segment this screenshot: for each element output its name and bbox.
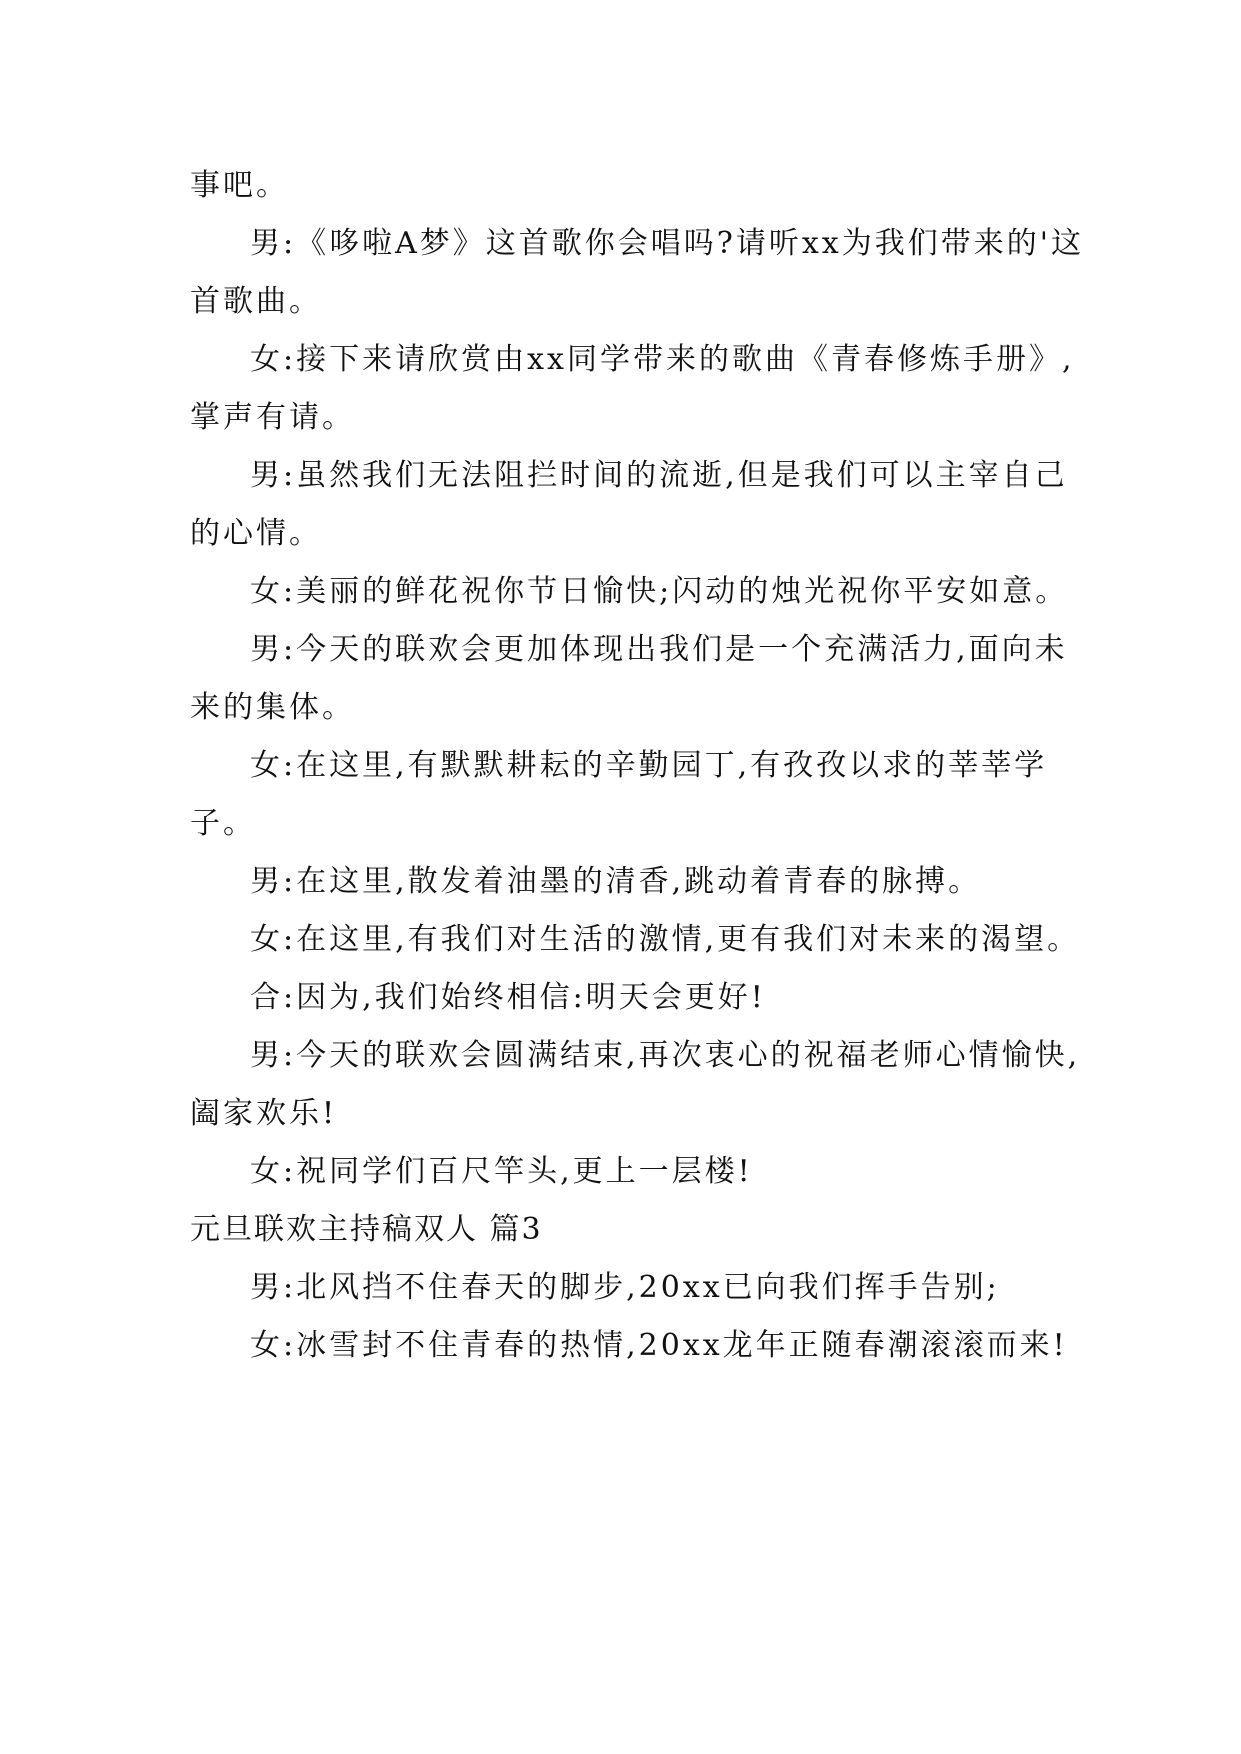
paragraph-continuation: 事吧。 (190, 168, 289, 203)
section-heading: 元旦联欢主持稿双人 篇3 (190, 1212, 543, 1247)
paragraph: 女:在这里,有我们对生活的激情,更有我们对未来的渴望。 (250, 922, 1081, 957)
paragraph: 男:在这里,散发着油墨的清香,跳动着青春的脉搏。 (250, 864, 982, 899)
paragraph: 女:在这里,有默默耕耘的辛勤园丁,有孜孜以求的莘莘学子。 (190, 748, 1048, 841)
paragraph: 男:北风挡不住春天的脚步,20xx已向我们挥手告别; (250, 1270, 1000, 1305)
paragraph: 女:接下来请欣赏由xx同学带来的歌曲《青春修炼手册》,掌声有请。 (190, 342, 1075, 435)
paragraph: 男:今天的联欢会更加体现出我们是一个充满活力,面向未来的集体。 (190, 632, 1068, 725)
paragraph: 女:祝同学们百尺竿头,更上一层楼! (250, 1154, 753, 1189)
paragraph: 合:因为,我们始终相信:明天会更好! (250, 980, 766, 1015)
paragraph: 男:虽然我们无法阻拦时间的流逝,但是我们可以主宰自己的心情。 (190, 458, 1068, 551)
paragraph: 女:美丽的鲜花祝你节日愉快;闪动的烛光祝你平安如意。 (250, 574, 1069, 609)
paragraph: 女:冰雪封不住青春的热情,20xx龙年正随春潮滚滚而来! (250, 1328, 1068, 1363)
paragraph: 男:今天的联欢会圆满结束,再次衷心的祝福老师心情愉快,阖家欢乐! (190, 1038, 1081, 1131)
paragraph: 男:《哆啦A梦》这首歌你会唱吗?请听xx为我们带来的'这首歌曲。 (190, 226, 1084, 319)
document-body (190, 157, 1090, 1375)
